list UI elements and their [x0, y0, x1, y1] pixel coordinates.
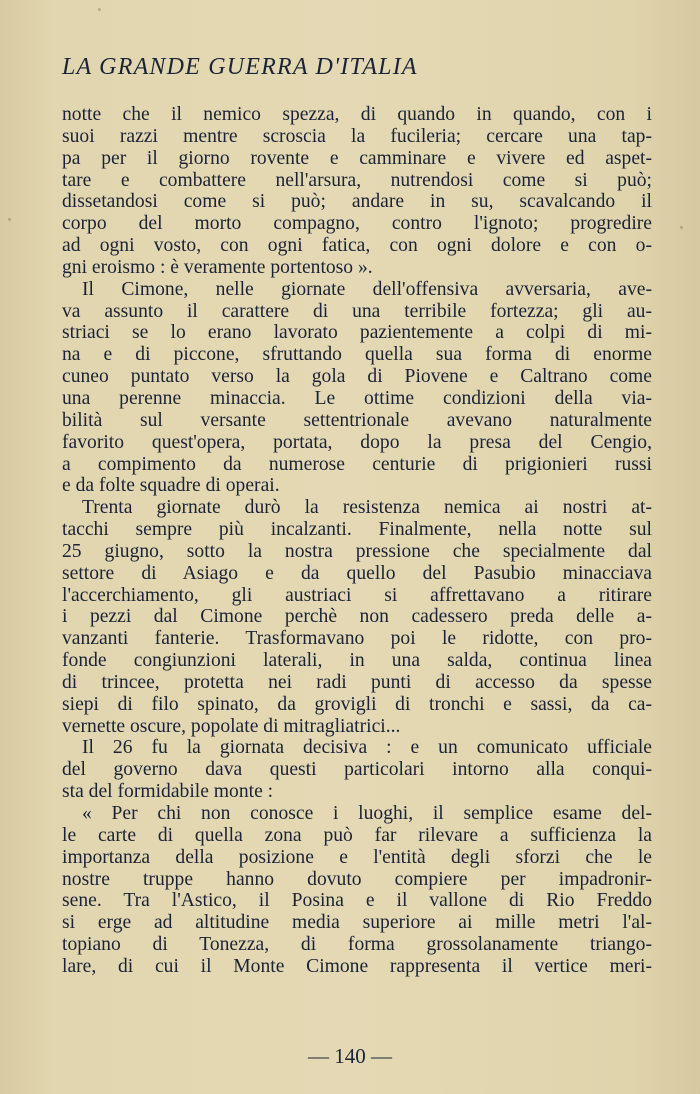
- paper-speck: [680, 226, 683, 229]
- text-line: siepi di filo spinato, da grovigli di tronchi e sassi, da ca-: [62, 693, 652, 715]
- text-line: una perenne minaccia. Le ottime condizioni della via-: [62, 387, 652, 409]
- text-line: i pezzi dal Cimone perchè non cadessero preda delle a-: [62, 606, 652, 628]
- paper-speck: [98, 8, 101, 11]
- paragraph: [62, 279, 652, 497]
- text-line: ad ogni vosto, con ogni fatica, con ogni dolore e con o-: [62, 235, 652, 257]
- text-line: Trenta giornate durò la resistenza nemica ai nostri at-: [82, 497, 652, 519]
- text-line: Il 26 fu la giornata decisiva : e un comunicato ufficiale: [82, 737, 652, 759]
- text-line: a compimento da numerose centurie di prigionieri russi: [62, 453, 652, 475]
- text-line: lare, di cui il Monte Cimone rappresenta il vertice meri-: [62, 955, 652, 977]
- text-line: corpo del morto compagno, contro l'ignoto; progredire: [62, 213, 652, 235]
- text-line: le carte di quella zona può far rilevare a sufficienza la: [62, 824, 652, 846]
- text-line: Il Cimone, nelle giornate dell'offensiva avversaria, ave-: [82, 278, 652, 300]
- text-line: l'accerchiamento, gli austriaci si affrettavano a ritirare: [62, 584, 652, 606]
- text-line: del governo dava questi particolari intorno alla conqui-: [62, 759, 652, 781]
- text-line: notte che il nemico spezza, di quando in quando, con i: [62, 104, 652, 125]
- text-line: na e di piccone, sfruttando quella sua forma di enorme: [62, 344, 652, 366]
- text-line: bilità sul versante settentrionale avevano naturalmente: [62, 409, 652, 431]
- text-line: favorito quest'opera, portata, dopo la presa del Cengio,: [62, 431, 652, 453]
- text-line: sene. Tra l'Astico, il Posina e il vallone di Rio Freddo: [62, 890, 652, 912]
- text-line: importanza della posizione e l'entità degli sforzi che le: [62, 846, 652, 868]
- text-line: sta del formidabile monte :: [62, 781, 274, 803]
- body-text: [62, 104, 652, 978]
- text-line: dissetandosi come si può; andare in su, scavalcando il: [62, 191, 652, 213]
- text-line: striaci se lo erano lavorato pazientemente a colpi di mi-: [62, 322, 652, 344]
- text-line: nostre truppe hanno dovuto compiere per impadronir-: [62, 868, 652, 890]
- text-line: fonde congiunzioni laterali, in una salda, continua linea: [62, 650, 652, 672]
- text-line: va assunto il carattere di una terribile fortezza; gli au-: [62, 300, 652, 322]
- running-head: LA GRANDE GUERRA D'ITALIA: [62, 54, 418, 80]
- text-line: gni eroismo : è veramente portentoso ».: [62, 256, 373, 278]
- text-line: topiano di Tonezza, di forma grossolanamente triango-: [62, 934, 652, 956]
- text-line: cuneo puntato verso la gola di Piovene e Caltrano come: [62, 366, 652, 388]
- paragraph: [62, 737, 652, 803]
- paragraph: [62, 104, 652, 279]
- text-line: e da folte squadre di operai.: [62, 475, 280, 497]
- paragraph: [62, 803, 652, 978]
- text-line: di trincee, protetta nei radi punti di accesso da spesse: [62, 671, 652, 693]
- text-line: suoi razzi mentre scroscia la fucileria; cercare una tap-: [62, 125, 652, 147]
- text-line: vernette oscure, popolate di mitragliatrici...: [62, 715, 401, 737]
- paper-speck: [8, 218, 11, 221]
- text-line: pa per il giorno rovente e camminare e vivere ed aspet-: [62, 147, 652, 169]
- page-number: — 140 —: [308, 1044, 392, 1068]
- text-line: vanzanti fanterie. Trasformavano poi le ridotte, con pro-: [62, 628, 652, 650]
- paragraph: [62, 497, 652, 737]
- text-line: settore di Asiago e da quello del Pasubio minacciava: [62, 562, 652, 584]
- text-line: « Per chi non conosce i luoghi, il semplice esame del-: [82, 803, 652, 824]
- text-line: tare e combattere nell'arsura, nutrendosi come si può;: [62, 169, 652, 191]
- text-line: tacchi sempre più incalzanti. Finalmente, nella notte sul: [62, 519, 652, 541]
- text-line: 25 giugno, sotto la nostra pressione che specialmente dal: [62, 540, 652, 562]
- text-line: si erge ad altitudine media superiore ai mille metri l'al-: [62, 912, 652, 934]
